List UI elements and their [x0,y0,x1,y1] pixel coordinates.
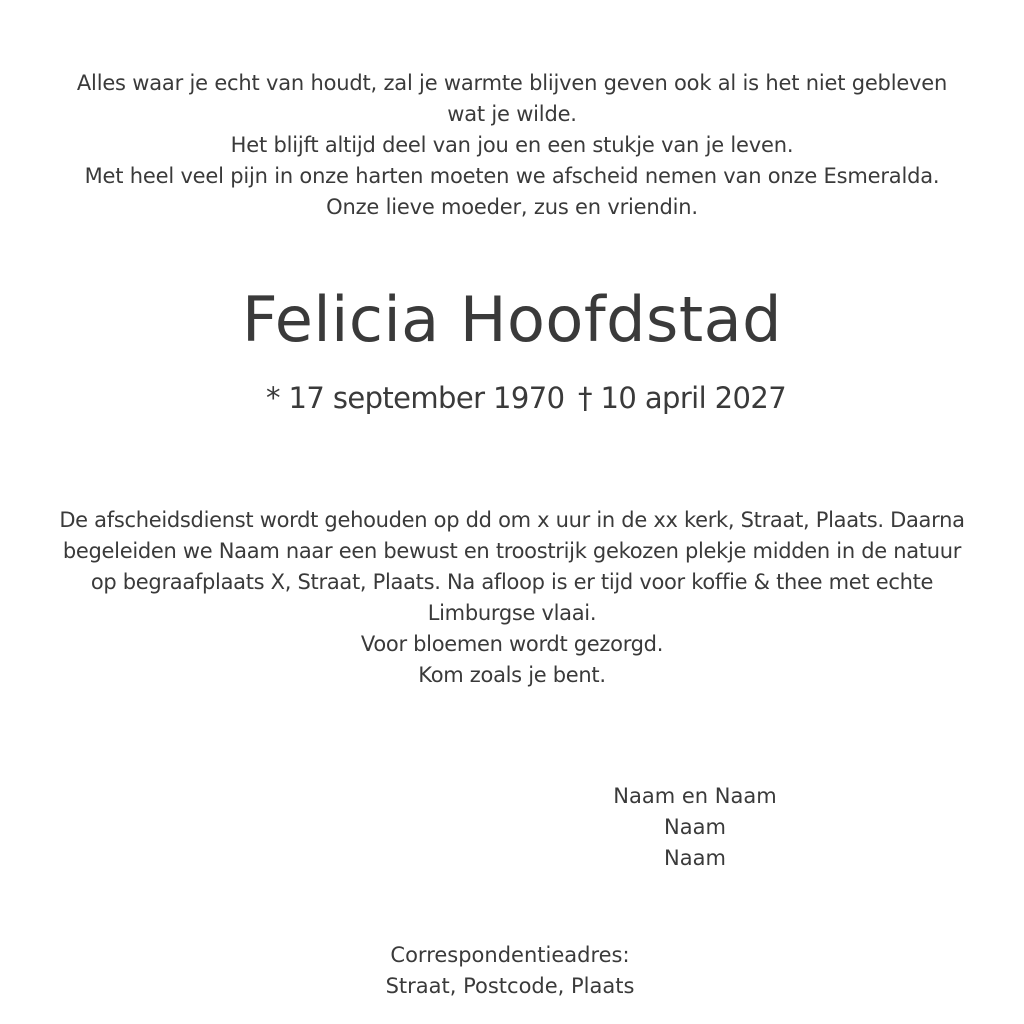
service-line: op begraafplaats X, Straat, Plaats. Na afloop is er tijd voor koffie & thee met echte [90,570,934,594]
birth-date: * 17 september 1970 [266,381,565,415]
correspondence-label: Correspondentieadres: [390,943,630,967]
service-details [0,505,1024,691]
death-date: † 10 april 2027 [578,381,787,415]
correspondence-address [360,940,660,1002]
service-line: Voor bloemen wordt gezorgd. [360,632,664,656]
poem-line: Alles waar je echt van houdt, zal je warmte blijven geven ook al is het niet gebleven [76,71,948,95]
poem-line: wat je wilde. [447,102,577,126]
memorial-poem [0,68,1024,223]
deceased-name: Felicia Hoofdstad [241,283,782,356]
life-dates [0,378,1024,418]
signer-name: Naam [664,846,726,870]
signer-name: Naam en Naam [613,784,777,808]
poem-line: Onze lieve moeder, zus en vriendin. [326,195,698,219]
service-line: begeleiden we Naam naar een bewust en troostrijk gekozen plekje midden in de natuur [62,539,962,563]
service-line: Limburgse vlaai. [427,601,597,625]
correspondence-value: Straat, Postcode, Plaats [385,974,635,998]
signers [600,781,790,874]
service-line: Kom zoals je bent. [418,663,606,687]
service-line: De afscheidsdienst wordt gehouden op dd om x uur in de xx kerk, Straat, Plaats. Daarna [59,508,965,532]
poem-line: Met heel veel pijn in onze harten moeten we afscheid nemen van onze Esmeralda. [84,164,940,188]
poem-line: Het blijft altijd deel van jou en een stukje van je leven. [230,133,794,157]
signer-name: Naam [664,815,726,839]
